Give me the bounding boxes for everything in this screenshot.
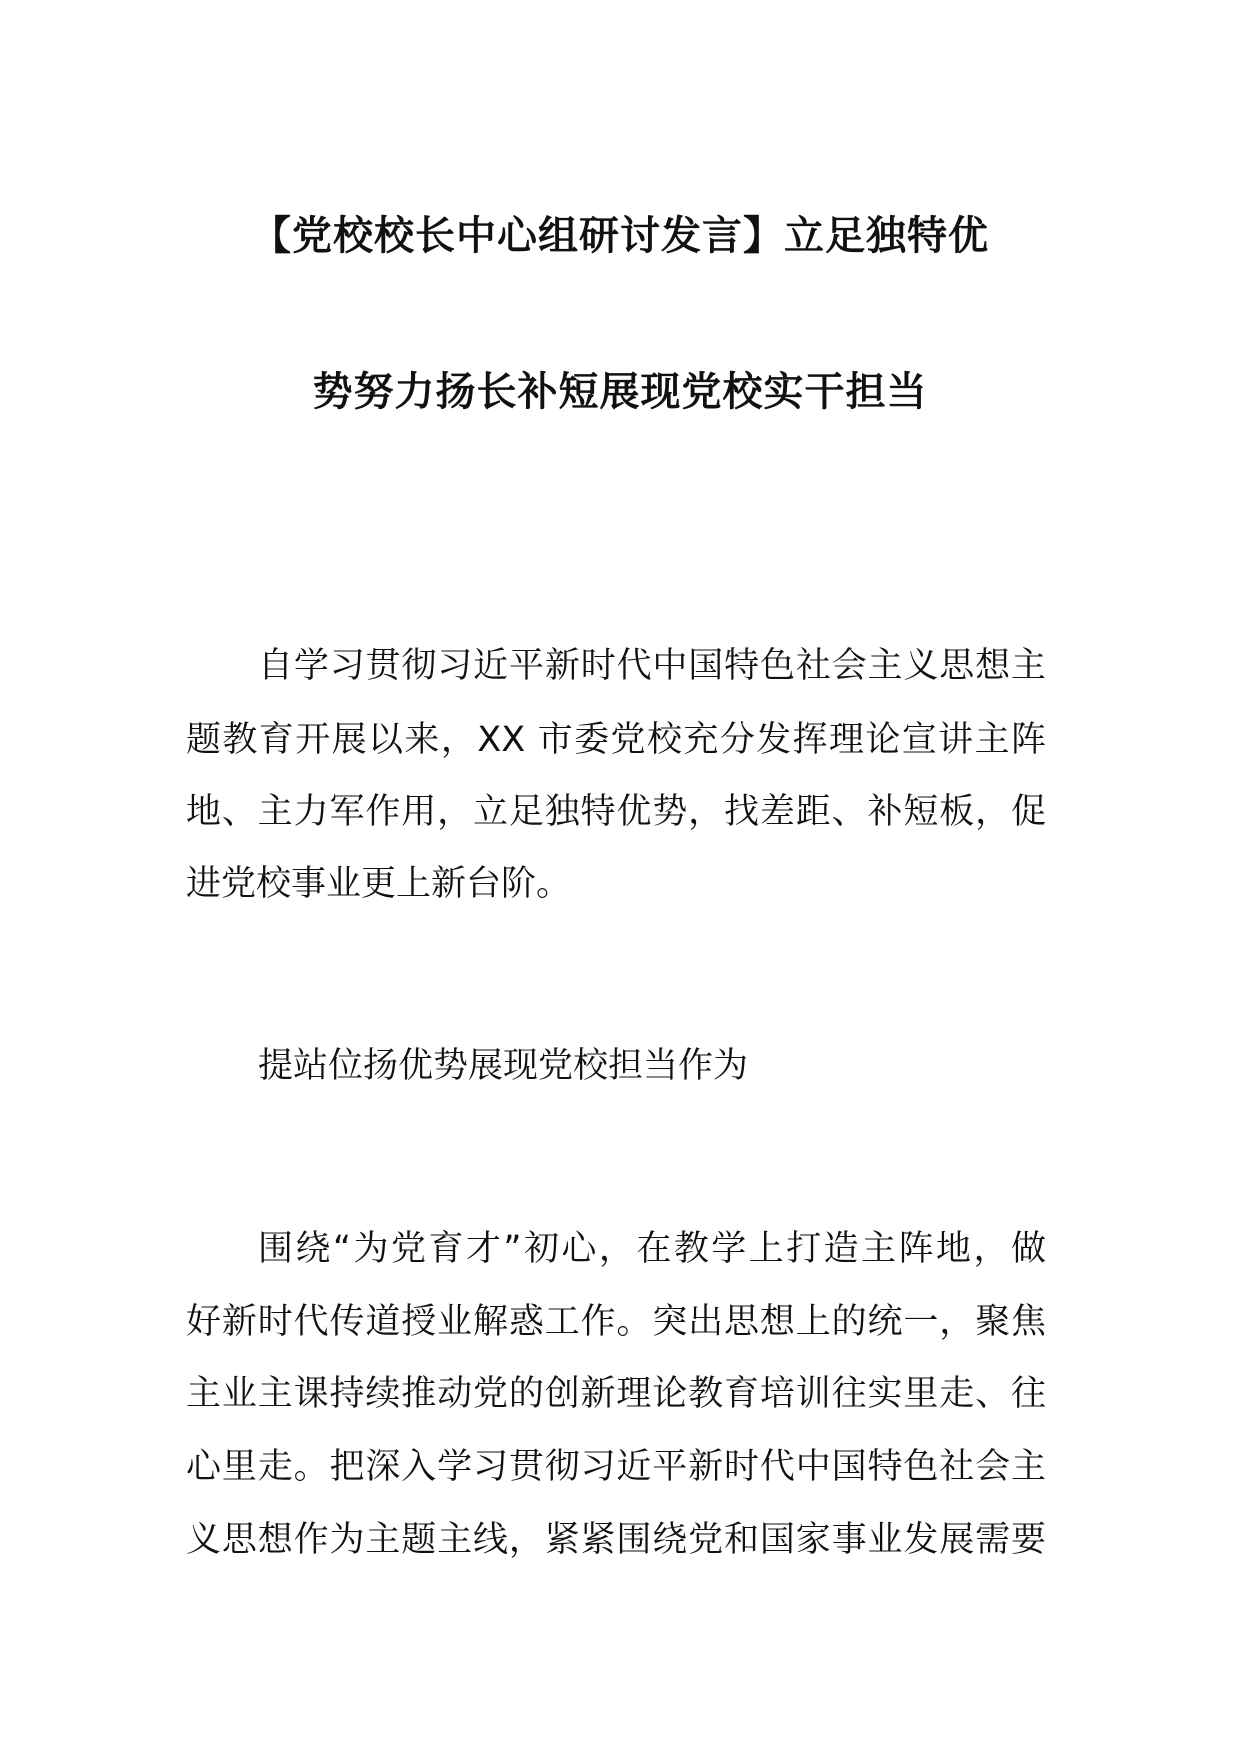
paragraph-1-line-4: 进党校事业更上新台阶。	[186, 864, 572, 904]
paragraph-1-line-2: 题教育开展以来，XX 市委党校充分发挥理论宣讲主阵	[186, 720, 1046, 760]
document-title-line-1: 【党校校长中心组研讨发言】立足独特优	[251, 213, 989, 259]
paragraph-1-line-3: 地、主力军作用，立足独特优势，找差距、补短板，促	[186, 792, 1046, 832]
paragraph-2-line-3: 主业主课持续推动党的创新理论教育培训往实里走、往	[186, 1374, 1046, 1414]
document-title-line-2: 势努力扬长补短展现党校实干担当	[312, 369, 928, 415]
paragraph-2-line-4: 心里走。把深入学习贯彻习近平新时代中国特色社会主	[186, 1447, 1046, 1487]
section-heading: 提站位扬优势展现党校担当作为	[258, 1046, 749, 1086]
paragraph-2-line-5: 义思想作为主题主线，紧紧围绕党和国家事业发展需要	[186, 1520, 1046, 1560]
paragraph-2-line-2: 好新时代传道授业解惑工作。突出思想上的统一，聚焦	[186, 1302, 1046, 1342]
paragraph-1-line-1: 自学习贯彻习近平新时代中国特色社会主义思想主	[258, 646, 1046, 686]
paragraph-2-line-1: 围绕“为党育才”初心，在教学上打造主阵地，做	[258, 1229, 1046, 1269]
